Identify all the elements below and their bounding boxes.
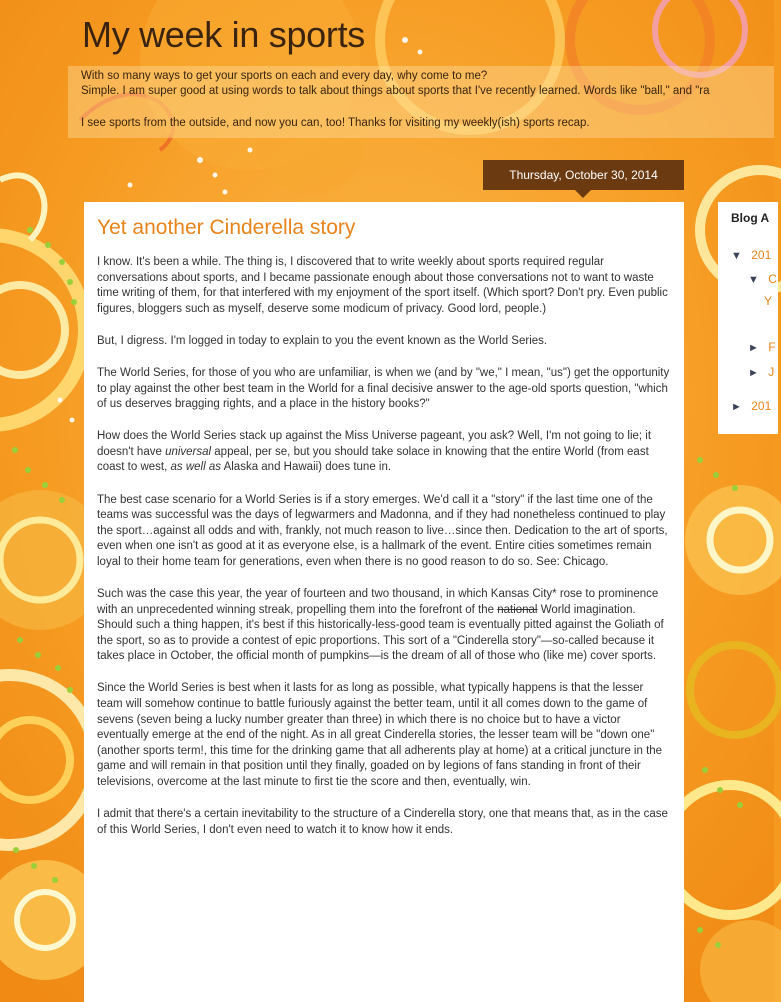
collapse-arrow-icon[interactable]: ► xyxy=(748,342,759,354)
post-paragraph: The best case scenario for a World Series is if a story emerges. We'd call it a "story" if the last time one of the teams was successful was the days of legwarmers and Madonna, and if they had nonetheless continued to play the sport…against all odds and with, frankly, not much reason to live…since then. Dedication to the art of sports, even when one isn't as good at it as everyone else, is a hallmark of the event. Entire cities sometimes remain loyal to their home team for generations, even when there is no good reason to do so. See: Chicago. xyxy=(97,493,668,568)
archive-year-link[interactable]: 201 xyxy=(751,399,772,413)
collapse-arrow-icon[interactable]: ► xyxy=(731,401,742,413)
text-run: appeal, per se, but you should take solace in knowing that the entire World (from east coast to west, xyxy=(97,445,649,474)
text-run: Such was the case this year, the year of fourteen and two thousand, in which Kansas City* rose to prominence with an unprecedented winning streak, propelling them into the forefront of the xyxy=(97,588,659,616)
blog-description xyxy=(81,69,781,131)
collapse-arrow-icon[interactable]: ► xyxy=(748,367,759,379)
strikethrough-text: national xyxy=(497,603,538,616)
archive-year-link[interactable]: 201 xyxy=(751,248,772,262)
post-paragraph: I admit that there's a certain inevitability to the structure of a Cinderella story, one that means that, as in the case of this World Series, I don't even need to watch it to know how it ends. xyxy=(97,808,668,836)
description-line: With so many ways to get your sports on each and every day, why come to me? xyxy=(81,70,488,82)
text-run: World imagination. Should such a thing happen, it's best if this historically-less-good team is eventually pitted against the Goliath of the sport, so as to provide a contest of epic proportions. This sort of a "Cinderella story"—so-called because it takes place in October, the official month of pumpkins—is the dream of all of those who (like me) cover sports. xyxy=(97,603,664,663)
post-paragraph: But, I digress. I'm logged in today to explain to you the event known as the World Series. xyxy=(97,334,548,347)
post-container xyxy=(84,202,684,1002)
archive-month-link[interactable]: C xyxy=(768,272,777,286)
archive-post-link-label[interactable]: Y xyxy=(764,294,773,308)
expand-arrow-icon[interactable]: ▼ xyxy=(748,274,759,286)
post-body xyxy=(97,255,670,838)
archive-month-toggle[interactable] xyxy=(748,365,774,379)
post-date-header: Thursday, October 30, 2014 xyxy=(483,160,684,190)
archive-year-toggle[interactable] xyxy=(731,399,771,413)
post-title[interactable]: Yet another Cinderella story xyxy=(97,216,356,239)
post-paragraph xyxy=(97,429,670,476)
archive-month-toggle[interactable] xyxy=(748,272,777,286)
text-run: How does the World Series stack up against the Miss Universe pageant, you ask? Well, I'm not going to lie; it doesn't have xyxy=(97,430,652,458)
description-line: Simple. I am super good at using words to talk about things about sports that I've recently learned. Words like "ball," and "ra xyxy=(81,85,710,97)
emphasis-text: as well as xyxy=(170,461,222,474)
post-paragraph: Since the World Series is best when it lasts for as long as possible, what typically happens is that the lesser team will somehow continue to battle furiously against the better team, until it all comes down to the game of sevens (seven being a lucky number greater than three) in which there is no choice but to have a victor eventually emerge at the end of the night. As in all great Cinderella stories, the lesser team will be "down one" (another sports term!, this time for the drinking game that all adherents play at home) at a critical juncture in the game and will remain in that position until they finally, goaded on by legions of fans standing in front of their televisions, overcome at the last minute to first tie the score and then, eventually, win. xyxy=(97,682,663,789)
post-paragraph: The World Series, for those of you who are unfamiliar, is when we (and by "we," I mean, "us") get the opportunity to play against the other best team in the World for a final decisive answer to the age-old sports question, "which of us deserves bragging rights, and a place in the history books?" xyxy=(97,366,670,411)
archive-month-link[interactable]: J xyxy=(768,365,775,379)
blog-title[interactable]: My week in sports xyxy=(82,14,365,55)
post-paragraph xyxy=(97,587,670,665)
post-paragraph: I know. It's been a while. The thing is, I discovered that to write weekly about sports required regular conversations about sports, and I became passionate enough about those conversations not to want to waste time writing of them, for that interfered with my enjoyment of the sport itself. (Which sport? Don't pry. Even public figures, bloggers such as myself, deserve some modicum of privacy. Good lord, people.) xyxy=(97,256,668,315)
emphasis-text: universal xyxy=(165,445,212,458)
text-run: Alaska and Hawaii) does tune in. xyxy=(221,461,392,474)
description-line: I see sports from the outside, and now you can, too! Thanks for visiting my weekly(ish) sports recap. xyxy=(81,117,590,129)
archive-year-toggle[interactable] xyxy=(731,248,771,262)
blog-archive-widget xyxy=(718,202,778,434)
archive-post-link[interactable] xyxy=(764,294,772,308)
archive-month-link[interactable]: F xyxy=(768,340,776,354)
blog-archive-title: Blog A xyxy=(731,211,770,225)
expand-arrow-icon[interactable]: ▼ xyxy=(731,250,742,262)
blog-header xyxy=(0,0,774,140)
archive-month-toggle[interactable] xyxy=(748,340,776,354)
